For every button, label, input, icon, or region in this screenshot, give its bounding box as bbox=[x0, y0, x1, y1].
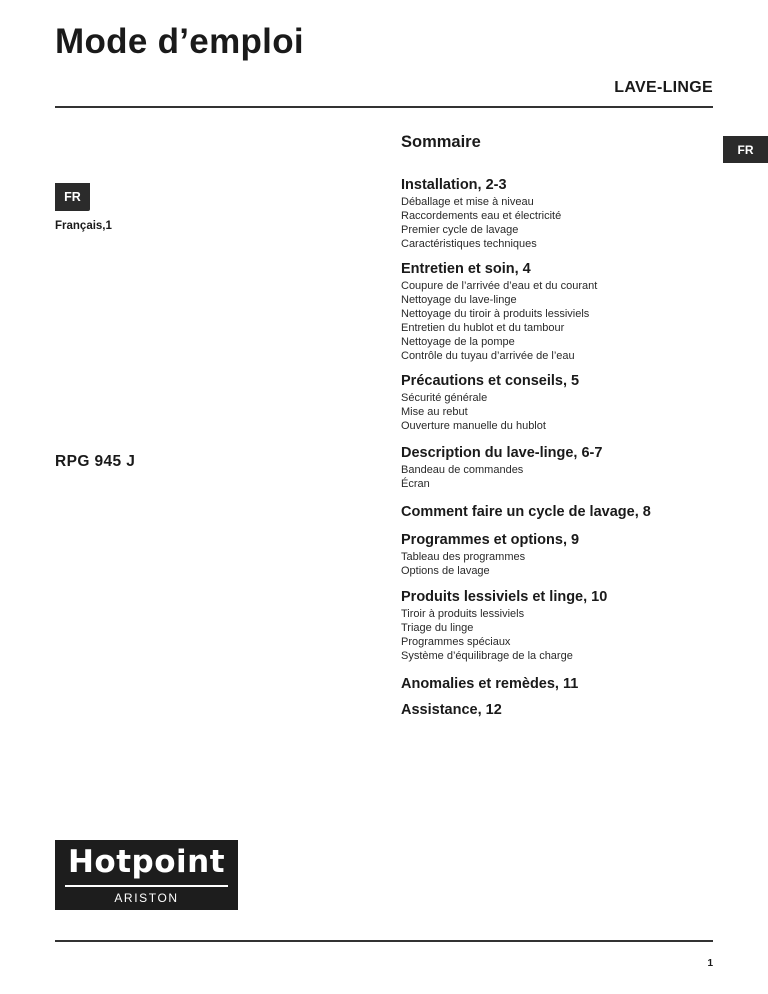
toc-section-description bbox=[401, 444, 721, 491]
logo-brand: Hotpoint bbox=[67, 844, 226, 880]
language-side-tab: FR bbox=[723, 136, 768, 163]
toc-section-title: Description du lave-linge, 6-7 bbox=[401, 445, 603, 461]
toc-section-produits bbox=[401, 588, 721, 663]
toc-item: Nettoyage de la pompe bbox=[401, 336, 515, 348]
toc-section-title: Précautions et conseils, 5 bbox=[401, 373, 580, 389]
hotpoint-ariston-logo bbox=[55, 840, 238, 910]
toc-section-precautions bbox=[401, 372, 721, 433]
toc-item: Tiroir à produits lessiviels bbox=[401, 608, 525, 620]
toc-section-title: Comment faire un cycle de lavage, 8 bbox=[401, 504, 651, 520]
toc-item: Raccordements eau et électricité bbox=[401, 210, 562, 222]
toc-item: Ouverture manuelle du hublot bbox=[401, 420, 546, 432]
toc-item: Premier cycle de lavage bbox=[401, 224, 519, 236]
toc-section-installation bbox=[401, 176, 721, 251]
language-badge: FR bbox=[55, 183, 90, 211]
toc-heading: Sommaire bbox=[401, 133, 481, 151]
toc-section-programmes bbox=[401, 531, 721, 578]
toc-section-assistance bbox=[401, 701, 721, 719]
toc-section-title: Assistance, 12 bbox=[401, 702, 502, 718]
top-divider bbox=[55, 106, 713, 108]
toc-item: Système d’équilibrage de la charge bbox=[401, 650, 573, 662]
toc-item: Contrôle du tuyau d’arrivée de l’eau bbox=[401, 350, 575, 362]
logo-divider bbox=[65, 885, 228, 887]
document-subtitle: LAVE-LINGE bbox=[614, 79, 713, 96]
toc-item: Nettoyage du lave-linge bbox=[401, 294, 517, 306]
toc-item: Triage du linge bbox=[401, 622, 474, 634]
toc-section-title: Anomalies et remèdes, 11 bbox=[401, 676, 579, 692]
toc-section-title: Produits lessiviels et linge, 10 bbox=[401, 589, 608, 605]
toc-item: Programmes spéciaux bbox=[401, 636, 511, 648]
toc-item: Sécurité générale bbox=[401, 392, 488, 404]
toc-item: Nettoyage du tiroir à produits lessiviels bbox=[401, 308, 590, 320]
toc-section-anomalies bbox=[401, 675, 721, 693]
toc-item: Déballage et mise à niveau bbox=[401, 196, 534, 208]
toc-item: Options de lavage bbox=[401, 565, 490, 577]
toc-item: Tableau des programmes bbox=[401, 551, 526, 563]
toc-section-title: Programmes et options, 9 bbox=[401, 532, 580, 548]
toc-section-title: Installation, 2-3 bbox=[401, 177, 507, 193]
toc-item: Caractéristiques techniques bbox=[401, 238, 537, 250]
document-title: Mode d’emploi bbox=[55, 22, 304, 61]
toc-section-entretien bbox=[401, 260, 721, 363]
toc-item: Écran bbox=[401, 478, 430, 490]
toc-item: Mise au rebut bbox=[401, 406, 468, 418]
bottom-divider bbox=[55, 940, 713, 942]
logo-sub: ARISTON bbox=[114, 891, 179, 905]
toc-item: Entretien du hublot et du tambour bbox=[401, 322, 565, 334]
toc-item: Bandeau de commandes bbox=[401, 464, 524, 476]
toc-section-title: Entretien et soin, 4 bbox=[401, 261, 531, 277]
toc-item: Coupure de l’arrivée d’eau et du courant bbox=[401, 280, 598, 292]
toc-section-cycle bbox=[401, 503, 721, 521]
page-number: 1 bbox=[707, 958, 713, 969]
table-of-contents bbox=[401, 176, 721, 729]
language-label: Français,1 bbox=[55, 220, 112, 232]
model-number: RPG 945 J bbox=[55, 453, 136, 470]
